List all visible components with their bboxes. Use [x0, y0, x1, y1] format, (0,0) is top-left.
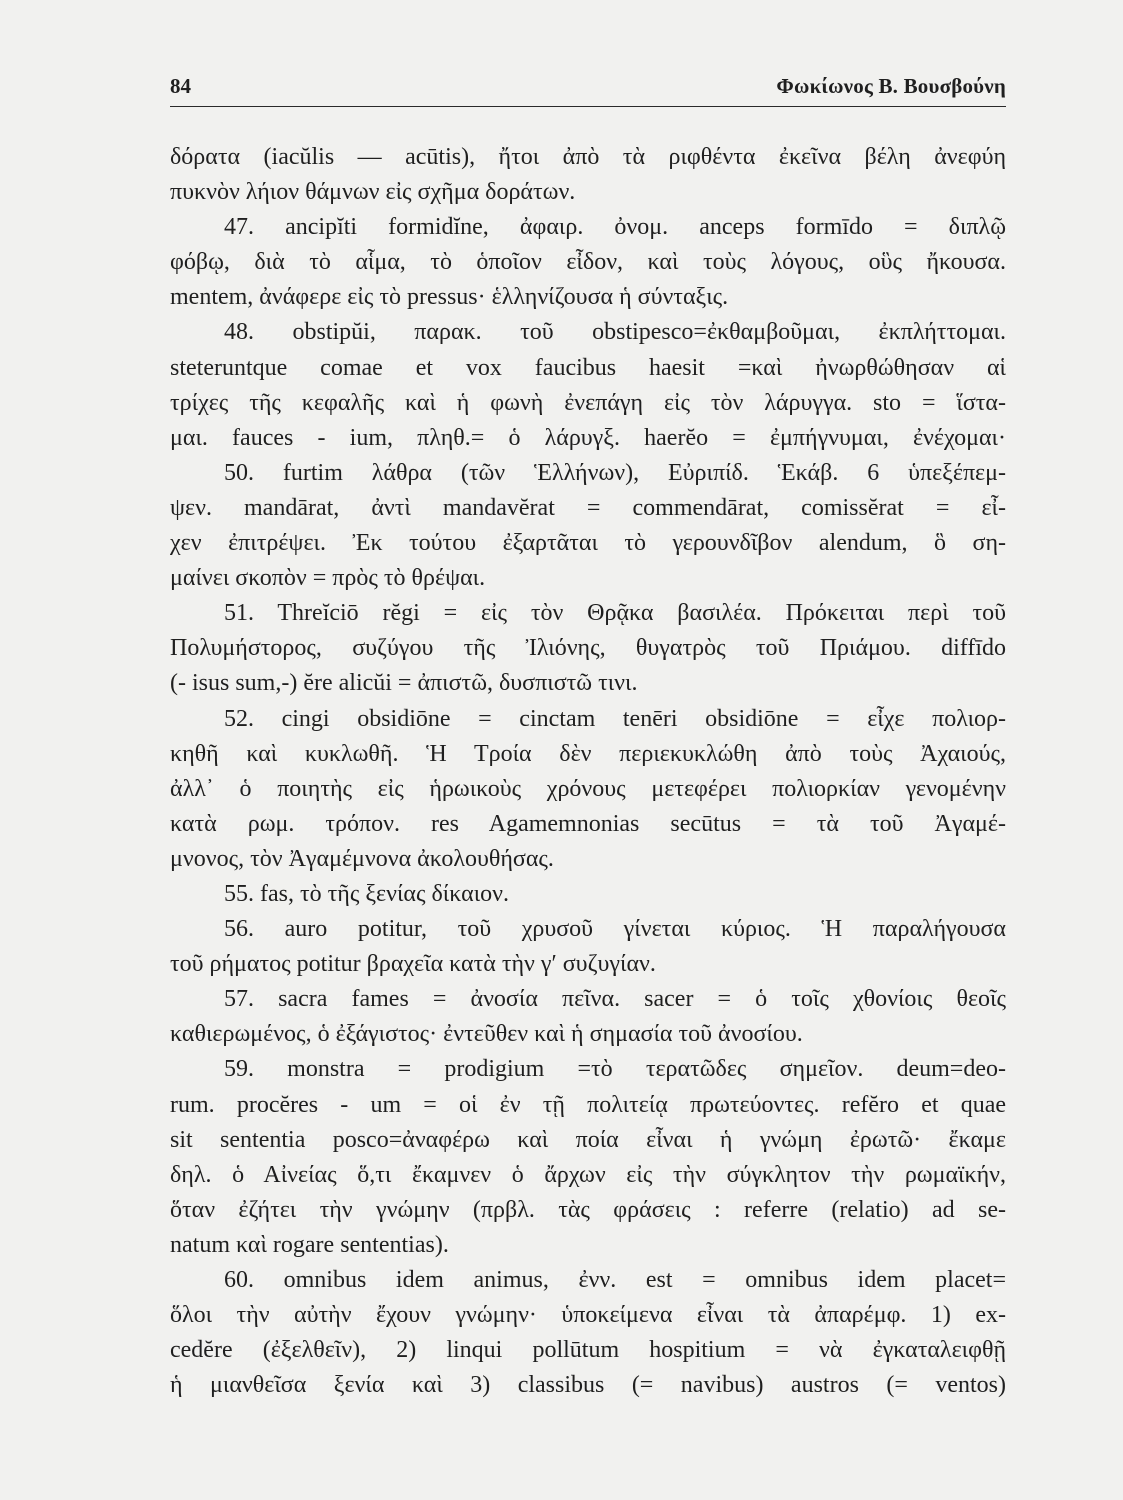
text-line: 60. omnibus idem animus, ἐνν. est = omnibus idem placet=: [224, 1267, 1006, 1293]
text-line: ὅταν ἐζήτει τὴν γνώμην (πρβλ. τὰς φράσεις : referre (relatio) ad se-: [170, 1196, 1006, 1223]
page-number: 84: [170, 74, 191, 98]
text-line: mentem, ἀνάφερε εἰς τὸ pressus· ἑλληνίζουσα ἡ σύνταξις.: [170, 284, 729, 311]
text-line: 59. monstra = prodigium =τὸ τερατῶδες σημεῖον. deum=deo-: [224, 1056, 1006, 1083]
text-line: πυκνὸν λήιον θάμνων εἰς σχῆμα δοράτων.: [170, 179, 576, 206]
text-line: δηλ. ὁ Αἰνείας ὅ,τι ἔκαμνεν ὁ ἄρχων εἰς τὴν σύγκλητον τὴν ρωμαϊκήν,: [170, 1161, 1006, 1188]
text-line: 56. auro potitur, τοῦ χρυσοῦ γίνεται κύριος. Ἡ παραλήγουσα: [224, 916, 1006, 943]
text-line: 50. furtim λάθρα (τῶν Ἑλλήνων), Εὐριπίδ. Ἑκάβ. 6 ὑπεξέπεμ-: [224, 459, 1006, 486]
text-line: sit sententia posco=ἀναφέρω καὶ ποία εἶναι ἡ γνώμη ἐρωτῶ· ἔκαμε: [170, 1126, 1006, 1153]
text-line: rum. procĕres - um = οἱ ἐν τῇ πολιτείᾳ πρωτεύοντες. refĕro et quae: [170, 1091, 1006, 1118]
text-line: μνονος, τὸν Ἀγαμέμνονα ἀκολουθήσας.: [170, 845, 554, 872]
text-line: κατὰ ρωμ. τρόπον. res Agamemnonias secūtus = τὰ τοῦ Ἀγαμέ-: [170, 810, 1006, 837]
running-head: Φωκίωνος Β. Βουσβούνη: [776, 74, 1006, 98]
text-line: ἡ μιανθεῖσα ξενία καὶ 3) classibus (= navibus) austros (= ventos): [170, 1372, 1006, 1399]
text-line: φόβῳ, διὰ τὸ αἷμα, τὸ ὁποῖον εἶδον, καὶ τοὺς λόγους, οὓς ἤκουσα.: [170, 249, 1006, 276]
text-line: ἀλλ᾽ ὁ ποιητὴς εἰς ἡρωικοὺς χρόνους μετεφέρει πολιορκίαν γενομένην: [170, 775, 1006, 802]
text-line: 47. ancipĭti formidĭne, ἀφαιρ. ὀνομ. anceps formīdo = διπλῷ: [224, 214, 1006, 241]
commentary-text: [170, 140, 1006, 1403]
text-line: καθιερωμένος, ὁ ἐξάγιστος· ἐντεῦθεν καὶ ἡ σημασία τοῦ ἀνοσίου.: [170, 1021, 803, 1048]
text-line: κηθῆ καὶ κυκλωθῆ. Ἡ Τροία δὲν περιεκυκλώθη ἀπὸ τοὺς Ἀχαιούς,: [170, 740, 1006, 767]
text-line: steteruntque comae et vox faucibus haesit =καὶ ἠνωρθώθησαν αἱ: [170, 354, 1006, 381]
text-line: 57. sacra fames = ἀνοσία πεῖνα. sacer = ὁ τοῖς χθονίοις θεοῖς: [224, 986, 1006, 1013]
text-line: τρίχες τῆς κεφαλῆς καὶ ἡ φωνὴ ἐνεπάγη εἰς τὸν λάρυγγα. sto = ἵστα-: [170, 389, 1006, 416]
text-line: μαι. fauces - ium, πληθ.= ὁ λάρυγξ. haerĕo = ἐμπήγνυμαι, ἐνέχομαι·: [170, 424, 1006, 451]
text-line: cedĕre (ἐξελθεῖν), 2) linqui pollūtum hospitium = νὰ ἐγκαταλειφθῇ: [170, 1337, 1006, 1364]
text-line: Πολυμήστορος, συζύγου τῆς Ἰλιόνης, θυγατρὸς τοῦ Πριάμου. diffīdo: [170, 635, 1006, 662]
text-line: τοῦ ρήματος potitur βραχεῖα κατὰ τὴν γ′ συζυγίαν.: [170, 951, 656, 978]
page-header: [170, 72, 1006, 107]
text-line: (- isus sum,-) ĕre alicŭi = ἀπιστῶ, δυσπιστῶ τινι.: [170, 670, 638, 697]
text-line: μαίνει σκοπὸν = πρὸς τὸ θρέψαι.: [170, 565, 486, 592]
text-line: δόρατα (iacŭlis — acūtis), ἤτοι ἀπὸ τὰ ριφθέντα ἐκεῖνα βέλη ἀνεφύη: [170, 144, 1006, 170]
text-line: natum καὶ rogare sententias).: [170, 1231, 449, 1258]
text-line: ψεν. mandārat, ἀντὶ mandavĕrat = commendārat, comissĕrat = εἶ-: [170, 494, 1006, 521]
text-line: 55. fas, τὸ τῆς ξενίας δίκαιον.: [224, 880, 510, 907]
text-line: 52. cingi obsidiōne = cinctam tenēri obsidiōne = εἶχε πολιορ-: [224, 705, 1006, 732]
text-line: 48. obstipŭi, παρακ. τοῦ obstipesco=ἐκθαμβοῦμαι, ἐκπλήττομαι.: [224, 319, 1006, 346]
text-line: ὅλοι τὴν αὐτὴν ἔχουν γνώμην· ὑποκείμενα εἶναι τὰ ἀπαρέμφ. 1) ex-: [170, 1302, 1006, 1329]
text-line: 51. Threĭciō rĕgi = εἰς τὸν Θρᾷκα βασιλέα. Πρόκειται περὶ τοῦ: [224, 600, 1006, 627]
text-line: χεν ἐπιτρέψει. Ἐκ τούτου ἐξαρτᾶται τὸ γερουνδῖβον alendum, ὃ ση-: [170, 530, 1006, 557]
